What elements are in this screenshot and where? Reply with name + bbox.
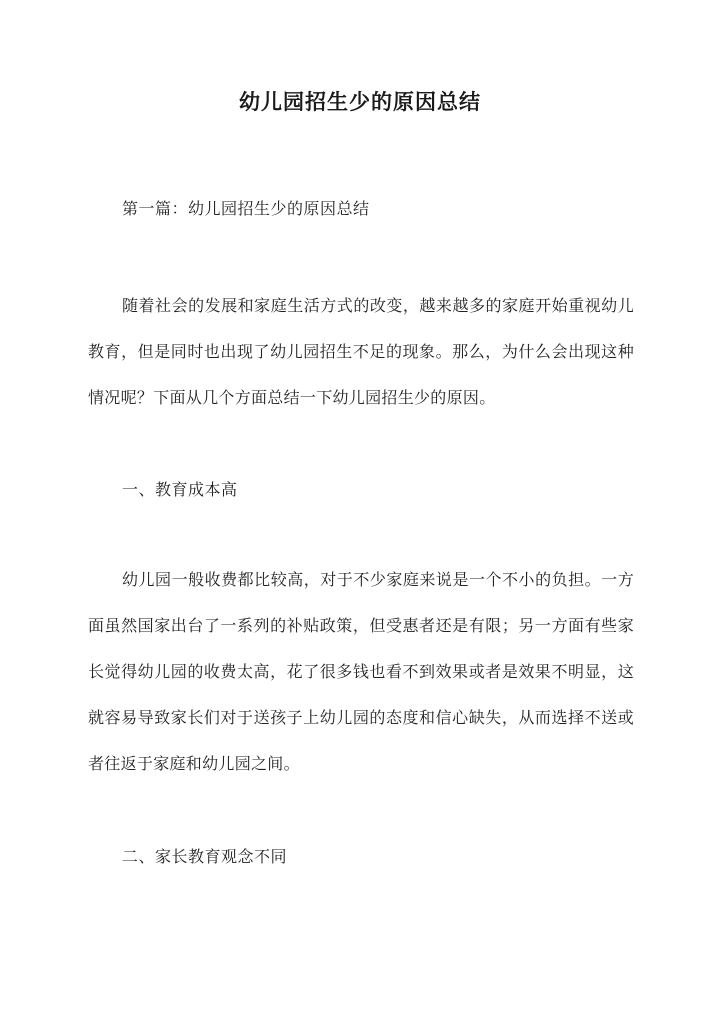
document-subtitle: 第一篇：幼儿园招生少的原因总结 (122, 199, 370, 218)
cost-paragraph: 幼儿园一般收费都比较高，对于不少家庭来说是一个不小的负担。一方面虽然国家出台了一系列的补贴政策，但受惠者还是有限；另一方面有些家长觉得幼儿园的收费太高，花了很多钱也看不到效果或者是效果不明显，这就容易导致家长们对于送孩子上幼儿园的态度和信心缺失，从而选择不送或者往返于家庭和幼儿园之间。 (88, 570, 634, 773)
section-heading-cost: 一、教育成本高 (122, 480, 238, 499)
intro-paragraph: 随着社会的发展和家庭生活方式的改变，越来越多的家庭开始重视幼儿教育，但是同时也出现了幼儿园招生不足的现象。那么，为什么会出现这种情况呢？下面从几个方面总结一下幼儿园招生少的原因。 (88, 296, 634, 407)
document-title: 幼儿园招生少的原因总结 (239, 89, 481, 114)
section-heading-parenting: 二、家长教育观念不同 (122, 847, 288, 866)
